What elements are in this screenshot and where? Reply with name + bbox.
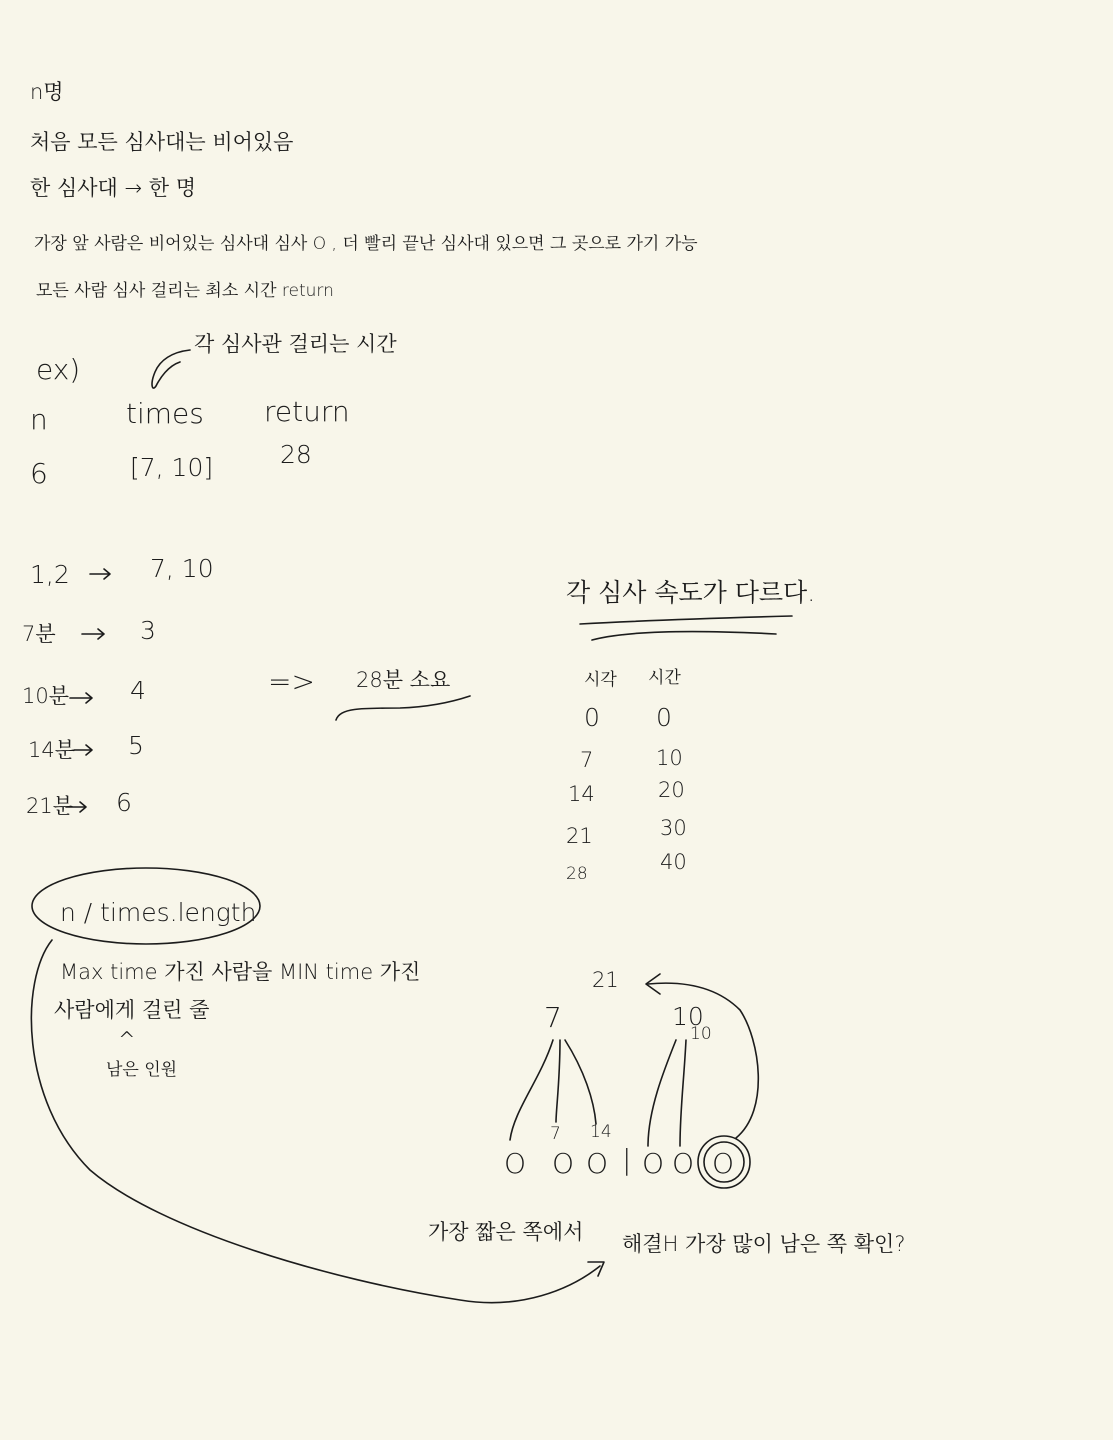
timeline-time-3: 10분 [22, 684, 70, 708]
tree-right-root: 10 [672, 1002, 704, 1031]
return-min-time-text: 모든 사람 심사 걸리는 최소 시간 return [36, 281, 334, 301]
tree-leaf-left-1: O [504, 1147, 527, 1180]
tree-left-root: 7 [544, 1001, 562, 1034]
long-curve-arrowhead [588, 1262, 604, 1276]
header-times: times [126, 397, 204, 430]
tree-leaf-right-2: O [672, 1147, 695, 1180]
speed-a-2: 14 [568, 782, 595, 806]
remaining-text: 남은 인원 [106, 1060, 178, 1080]
long-curve-arrow [31, 940, 600, 1303]
header-n: n [30, 403, 48, 436]
tree-leaf-right-3: O [712, 1147, 735, 1180]
speed-b-0: 0 [656, 703, 672, 732]
timeline-time-4: 14분 [28, 738, 76, 762]
timeline-time-5: 21분 [26, 794, 74, 818]
loop-arrowhead [646, 974, 660, 994]
example-label: ex) [36, 353, 81, 386]
speed-a-0: 0 [584, 703, 600, 732]
caret-mark: ^ [118, 1028, 136, 1052]
tree-leaf-label-1: 7 [550, 1124, 561, 1144]
speed-underline-1 [580, 616, 792, 624]
tree-leaf-left-2: O [552, 1147, 575, 1180]
speed-b-4: 40 [660, 850, 687, 874]
tree-left-branch-1 [510, 1040, 553, 1140]
speed-a-1: 7 [580, 748, 594, 772]
value-return: 28 [280, 440, 312, 469]
speed-note-title: 각 심사 속도가 다르다. [566, 578, 816, 607]
value-n: 6 [30, 457, 48, 490]
speed-header-a: 시각 [584, 670, 617, 690]
tree-leaf-right-1: O [642, 1147, 665, 1180]
speed-underline-2 [592, 632, 776, 640]
speed-header-b: 시간 [648, 668, 681, 688]
initial-empty-text: 처음 모든 심사대는 비어있음 [30, 130, 294, 154]
times-note: 각 심사관 걸리는 시간 [194, 332, 397, 356]
timeline-value-5: 6 [116, 788, 132, 817]
speed-b-1: 10 [656, 746, 683, 770]
arrow-row-1 [90, 569, 110, 579]
approach-line-2: 사람에게 걸린 줄 [54, 998, 210, 1022]
times-note-pointer [152, 350, 190, 388]
arrow-row-4 [74, 745, 92, 755]
tree-right-branch-2 [680, 1040, 686, 1146]
front-person-rule-text: 가장 앞 사람은 비어있는 심사대 심사 O , 더 빨리 끝난 심사대 있으면 그 곳으로 가기 가능 [34, 234, 698, 254]
tree-divider: | [622, 1143, 632, 1176]
arrow-row-3 [70, 693, 92, 703]
one-booth-text: 한 심사대 → 한 명 [30, 176, 197, 200]
tree-right-branch-1 [648, 1040, 676, 1146]
bottom-left-text: 가장 짧은 쪽에서 [428, 1220, 584, 1244]
tree-top-value: 21 [592, 968, 619, 992]
circled-expression: n / times.length [60, 898, 257, 927]
timeline-value-2: 3 [140, 616, 156, 645]
timeline-time-2: 7분 [22, 622, 56, 646]
timeline-value-1: 7, 10 [150, 554, 214, 583]
implies-arrow: => [268, 665, 315, 698]
timeline-value-4: 5 [128, 731, 144, 760]
bottom-right-text: 해결H 가장 많이 남은 쪽 확인? [622, 1232, 906, 1256]
tree-leaf-left-3: O [586, 1147, 609, 1180]
tree-left-branch-3 [565, 1040, 596, 1124]
timeline-time-1: 1,2 [30, 560, 70, 589]
timeline-value-3: 4 [130, 676, 146, 705]
speed-b-2: 20 [658, 778, 685, 802]
result-underline [336, 696, 470, 720]
value-times: [7, 10] [130, 453, 214, 482]
tree-leaf-label-2: 14 [590, 1122, 612, 1142]
n-people-text: n명 [30, 80, 64, 104]
approach-line-1: Max time 가진 사람을 MIN time 가진 [60, 960, 421, 984]
arrow-row-2 [82, 629, 104, 639]
header-return: return [264, 395, 350, 428]
tree-right-sub: 10 [690, 1024, 712, 1044]
result-text: 28분 소요 [356, 668, 451, 692]
speed-a-4: 28 [566, 864, 588, 884]
speed-b-3: 30 [660, 816, 687, 840]
tree-left-branch-2 [556, 1040, 560, 1122]
speed-a-3: 21 [566, 824, 593, 848]
